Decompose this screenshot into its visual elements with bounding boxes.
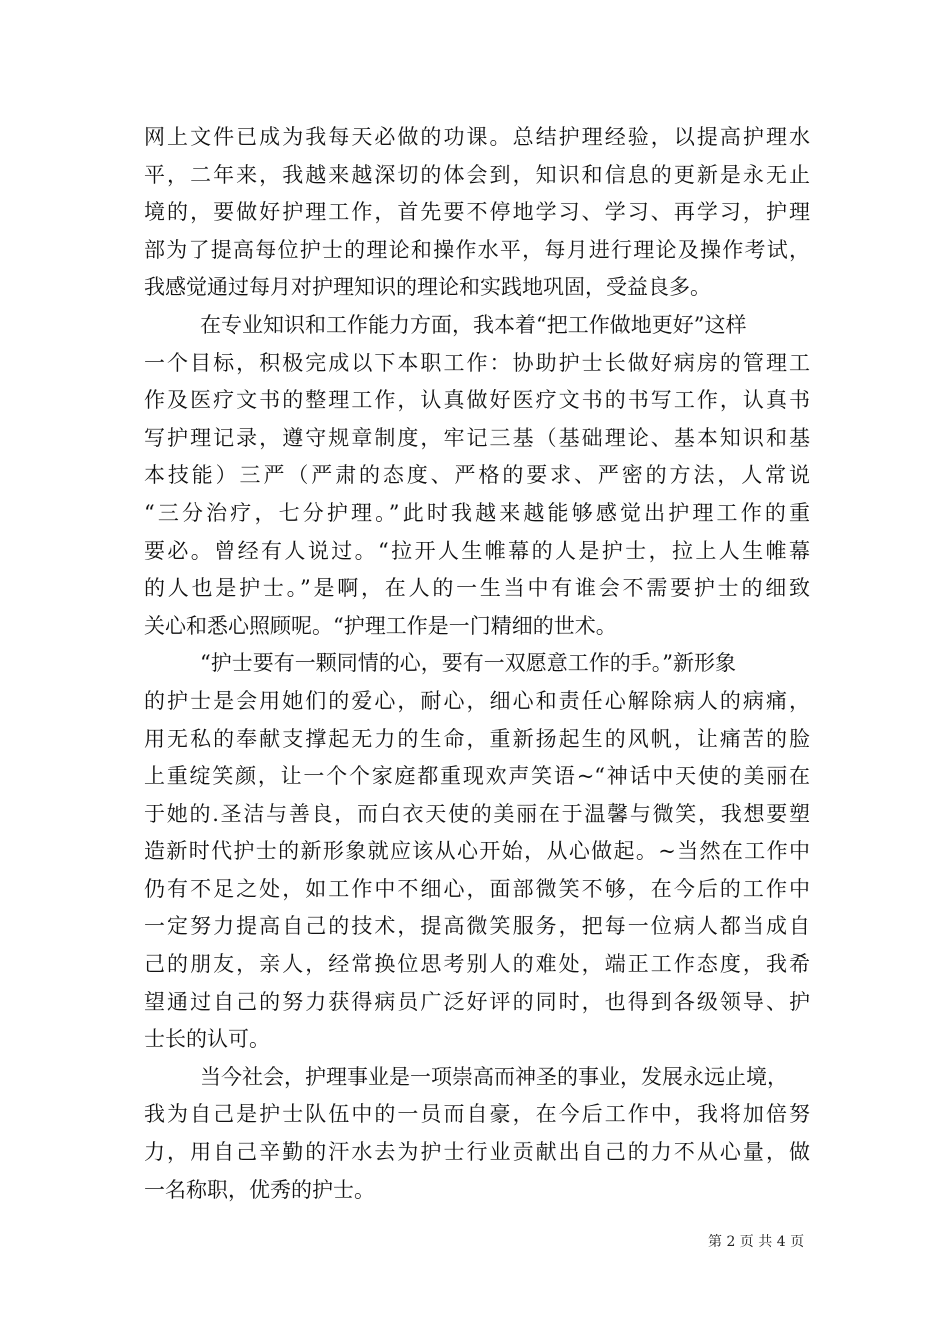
- text-line: 我感觉通过每月对护理知识的理论和实践地巩固，受益良多。: [144, 275, 711, 300]
- text-line: 关心和悉心照顾呢。“护理工作是一门精细的世术。: [144, 613, 617, 638]
- text-line: 一个目标，积极完成以下本职工作：协助护士长做好病房的管理工: [144, 350, 810, 375]
- document-body: [144, 119, 810, 1209]
- text-line: 本技能）三严（严肃的态度、严格的要求、严密的方法，人常说: [144, 463, 810, 488]
- text-line: 境的，要做好护理工作，首先要不停地学习、学习、再学习，护理: [144, 200, 810, 225]
- text-line: 作及医疗文书的整理工作，认真做好医疗文书的书写工作，认真书: [144, 388, 810, 413]
- text-line: 网上文件已成为我每天必做的功课。总结护理经验，以提高护理水: [144, 125, 810, 149]
- text-line: 力，用自己辛勤的汗水去为护士行业贡献出自己的力不从心量，做: [144, 1140, 810, 1165]
- text-line: 写护理记录，遵守规章制度，牢记三基（基础理论、基本知识和基: [144, 425, 810, 450]
- page-number: 第 2 页 共 4 页: [708, 1234, 805, 1250]
- text-line: 的护士是会用她们的爱心，耐心，细心和责任心解除病人的病痛，: [144, 688, 810, 713]
- paragraph-first-line: “护士要有一颗同情的心，要有一双愿意工作的手。”新形象: [200, 651, 736, 676]
- text-line: 一定努力提高自己的技术，提高微笑服务，把每一位病人都当成自: [144, 914, 810, 939]
- text-line: 于她的.圣洁与善良，而白衣天使的美丽在于温馨与微笑，我想要塑: [144, 801, 810, 826]
- text-line: 望通过自己的努力获得病员广泛好评的同时，也得到各级领导、护: [144, 989, 810, 1014]
- text-line: 平，二年来，我越来越深切的体会到，知识和信息的更新是永无止: [144, 162, 810, 187]
- text-line: 要必。曾经有人说过。“拉开人生帷幕的人是护士，拉上人生帷幕: [144, 538, 810, 563]
- text-line: 造新时代护士的新形象就应该从心开始，从心做起。~当然在工作中: [144, 839, 810, 864]
- text-line: 仍有不足之处，如工作中不细心，面部微笑不够，在今后的工作中: [144, 876, 810, 901]
- text-line: 一名称职，优秀的护士。: [144, 1177, 375, 1202]
- text-line: 用无私的奉献支撑起无力的生命，重新扬起生的风帆，让痛苦的脸: [144, 726, 810, 751]
- text-line: 我为自己是护士队伍中的一员而自豪，在今后工作中，我将加倍努: [144, 1102, 810, 1127]
- paragraph-first-line: 在专业知识和工作能力方面，我本着“把工作做地更好”这样: [200, 312, 747, 337]
- text-line: 部为了提高每位护士的理论和操作水平，每月进行理论及操作考试，: [144, 237, 810, 262]
- text-line: “三分治疗，七分护理。”此时我越来越能够感觉出护理工作的重: [144, 500, 810, 525]
- text-line: 的人也是护士。”是啊，在人的一生当中有谁会不需要护士的细致: [144, 576, 810, 601]
- text-line: 士长的认可。: [144, 1027, 270, 1052]
- paragraph-first-line: 当今社会，护理事业是一项崇高而神圣的事业，发展永远止境，: [200, 1064, 788, 1089]
- text-line: 己的朋友，亲人，经常换位思考别人的难处，端正工作态度，我希: [144, 952, 810, 977]
- text-line: 上重绽笑颜，让一个个家庭都重现欢声笑语~“神话中天使的美丽在: [144, 764, 810, 789]
